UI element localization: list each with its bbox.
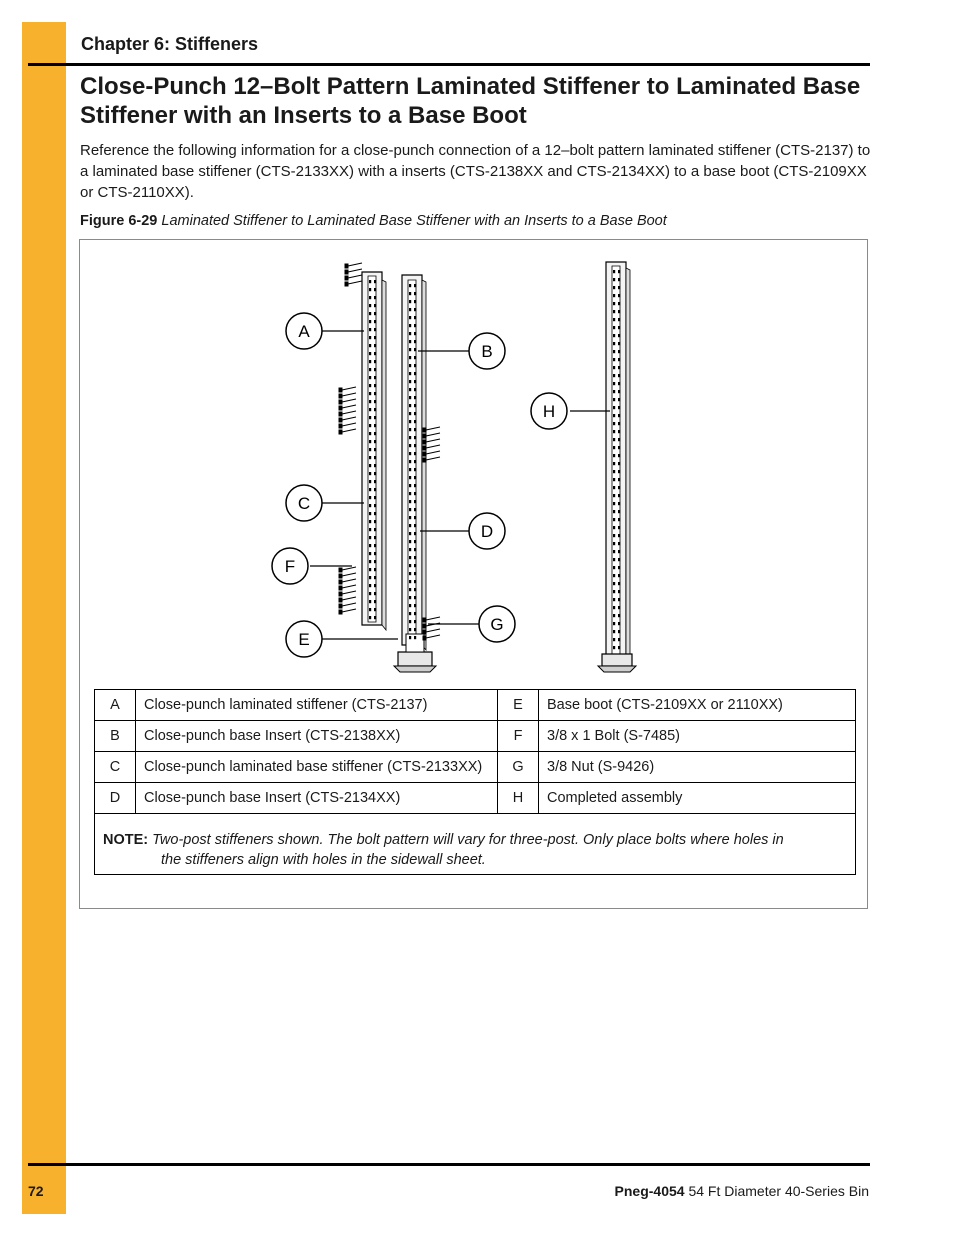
legend-key: F bbox=[498, 721, 539, 752]
table-row bbox=[95, 752, 856, 783]
stiffener-illustration bbox=[80, 240, 867, 685]
legend-key: C bbox=[95, 752, 136, 783]
table-row bbox=[95, 690, 856, 721]
table-row bbox=[95, 721, 856, 752]
footer-doc-info bbox=[615, 1183, 869, 1199]
document-title: 54 Ft Diameter 40-Series Bin bbox=[688, 1183, 869, 1199]
legend-key: H bbox=[498, 783, 539, 814]
exploded-assembly bbox=[362, 272, 436, 672]
callout-g: G bbox=[490, 615, 504, 634]
legend-description: 3/8 x 1 Bolt (S-7485) bbox=[539, 721, 856, 752]
legend-description: Base boot (CTS-2109XX or 2110XX) bbox=[539, 690, 856, 721]
chapter-color-bar bbox=[22, 22, 66, 1214]
callout-c: C bbox=[297, 494, 311, 513]
table-row bbox=[95, 814, 856, 875]
legend-description: Close-punch base Insert (CTS-2134XX) bbox=[136, 783, 498, 814]
document-id: Pneg-4054 bbox=[614, 1183, 685, 1199]
legend-key: G bbox=[498, 752, 539, 783]
footer-rule bbox=[28, 1163, 870, 1166]
table-row bbox=[95, 783, 856, 814]
legend-description: Completed assembly bbox=[539, 783, 856, 814]
figure-caption-text: Laminated Stiffener to Laminated Base Stiffener with an Inserts to a Base Boot bbox=[161, 213, 667, 229]
figure-caption bbox=[80, 213, 667, 229]
leader-lines bbox=[310, 331, 610, 639]
parts-legend-table bbox=[94, 689, 856, 875]
note-cell bbox=[95, 814, 856, 875]
header-rule bbox=[28, 63, 870, 66]
note-text-line1: Two-post stiffeners shown. The bolt pattern will vary for three-post. Only place bolts where holes in bbox=[152, 832, 784, 848]
legend-description: Close-punch base Insert (CTS-2138XX) bbox=[136, 721, 498, 752]
legend-key: E bbox=[498, 690, 539, 721]
legend-key: A bbox=[95, 690, 136, 721]
callout-b: B bbox=[481, 342, 493, 361]
legend-description: Close-punch laminated stiffener (CTS-2137) bbox=[136, 690, 498, 721]
callout-h: H bbox=[542, 402, 556, 421]
legend-description: Close-punch laminated base stiffener (CTS-2133XX) bbox=[136, 752, 498, 783]
page-number: 72 bbox=[28, 1183, 44, 1199]
figure-number: Figure 6-29 bbox=[80, 213, 158, 229]
legend-key: B bbox=[95, 721, 136, 752]
completed-assembly bbox=[598, 262, 636, 672]
callout-f: F bbox=[284, 557, 296, 576]
callout-d: D bbox=[480, 522, 494, 541]
section-title: Close-Punch 12–Bolt Pattern Laminated Stiffener to Laminated Base Stiffener with an Inserts to a Base Boot bbox=[80, 73, 861, 129]
legend-key: D bbox=[95, 783, 136, 814]
legend-description: 3/8 Nut (S-9426) bbox=[539, 752, 856, 783]
figure-box bbox=[79, 239, 868, 909]
callout-a: A bbox=[298, 322, 310, 341]
note-text-line2: the stiffeners align with holes in the sidewall sheet. bbox=[161, 852, 486, 868]
callout-e: E bbox=[298, 630, 310, 649]
note-label: NOTE: bbox=[103, 832, 149, 848]
chapter-heading: Chapter 6: Stiffeners bbox=[81, 34, 259, 54]
intro-paragraph: Reference the following information for a close-punch connection of a 12–bolt pattern laminated stiffener (CTS-2137) to a laminated base stiffener (CTS-2133XX) with a inserts (CTS-2138XX and CTS-2134XX) to a base boot (CTS-2109XX or CTS-2110XX). bbox=[80, 142, 871, 201]
